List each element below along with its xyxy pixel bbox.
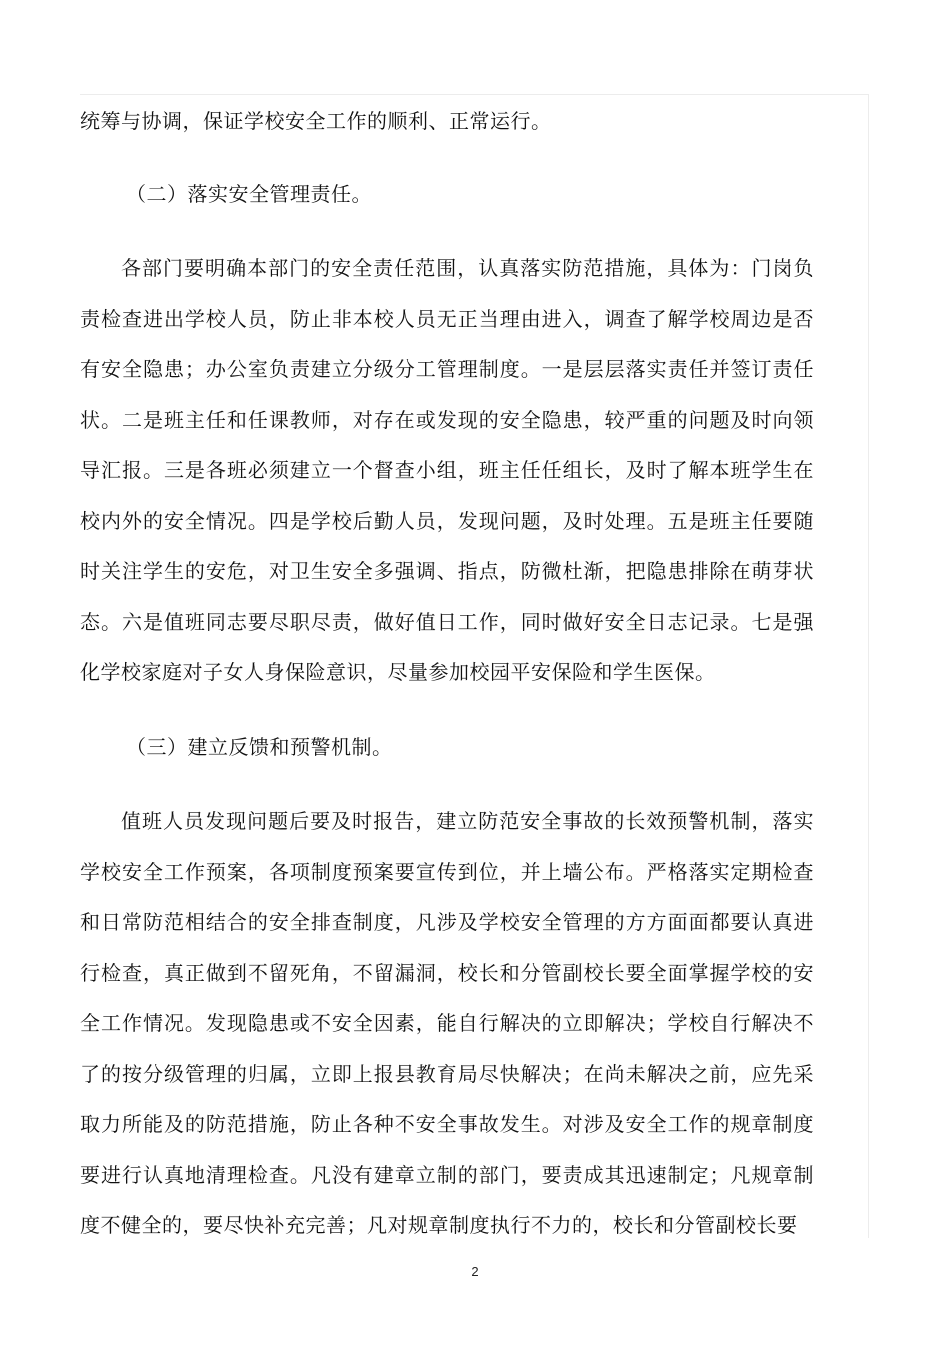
section-heading-2: （二）落实安全管理责任。 bbox=[126, 181, 372, 206]
page-number: 2 bbox=[471, 1264, 479, 1279]
page-border-top bbox=[80, 94, 868, 95]
paragraph-continuation: 统筹与协调，保证学校安全工作的顺利、正常运行。 bbox=[80, 109, 552, 133]
paragraph-feedback-warning: 值班人员发现问题后要及时报告，建立防范安全事故的长效预警机制，落实学校安全工作预案，各项制度预案要宣传到位，并上墙公布。严格落实定期检查和日常防范相结合的安全排查制度，凡涉及学校安全管理的方方面面都要认真进行检查，真正做到不留死角，不留漏洞，校长和分管副校长要全面掌握学校的安全工作情况。发现隐患或不安全因素，能自行解决的立即解决；学校自行解决不了的按分级管理的归属，立即上报县教育局尽快解决；在尚未解决之前，应先采取力所能及的防范措施，防止各种不安全事故发生。对涉及安全工作的规章制度要进行认真地清理检查。凡没有建章立制的部门，要责成其迅速制定；凡规章制度不健全的，要尽快补充完善；凡对规章制度执行不力的，校长和分管副校长要 bbox=[80, 809, 814, 1237]
paragraph-responsibility: 各部门要明确本部门的安全责任范围，认真落实防范措施，具体为：门岗负责检查进出学校人员，防止非本校人员无正当理由进入，调查了解学校周边是否有安全隐患；办公室负责建立分级分工管理制度。一是层层落实责任并签订责任状。二是班主任和任课教师，对存在或发现的安全隐患，较严重的问题及时向领导汇报。三是各班必须建立一个督查小组，班主任任组长，及时了解本班学生在校内外的安全情况。四是学校后勤人员，发现问题，及时处理。五是班主任要随时关注学生的安危，对卫生安全多强调、指点，防微杜渐，把隐患排除在萌芽状态。六是值班同志要尽职尽责，做好值日工作，同时做好安全日志记录。七是强化学校家庭对子女人身保险意识，尽量参加校园平安保险和学生医保。 bbox=[80, 256, 814, 684]
document-body bbox=[80, 96, 814, 1251]
section-heading-3: （三）建立反馈和预警机制。 bbox=[126, 734, 393, 759]
page-border-right bbox=[868, 94, 869, 1238]
